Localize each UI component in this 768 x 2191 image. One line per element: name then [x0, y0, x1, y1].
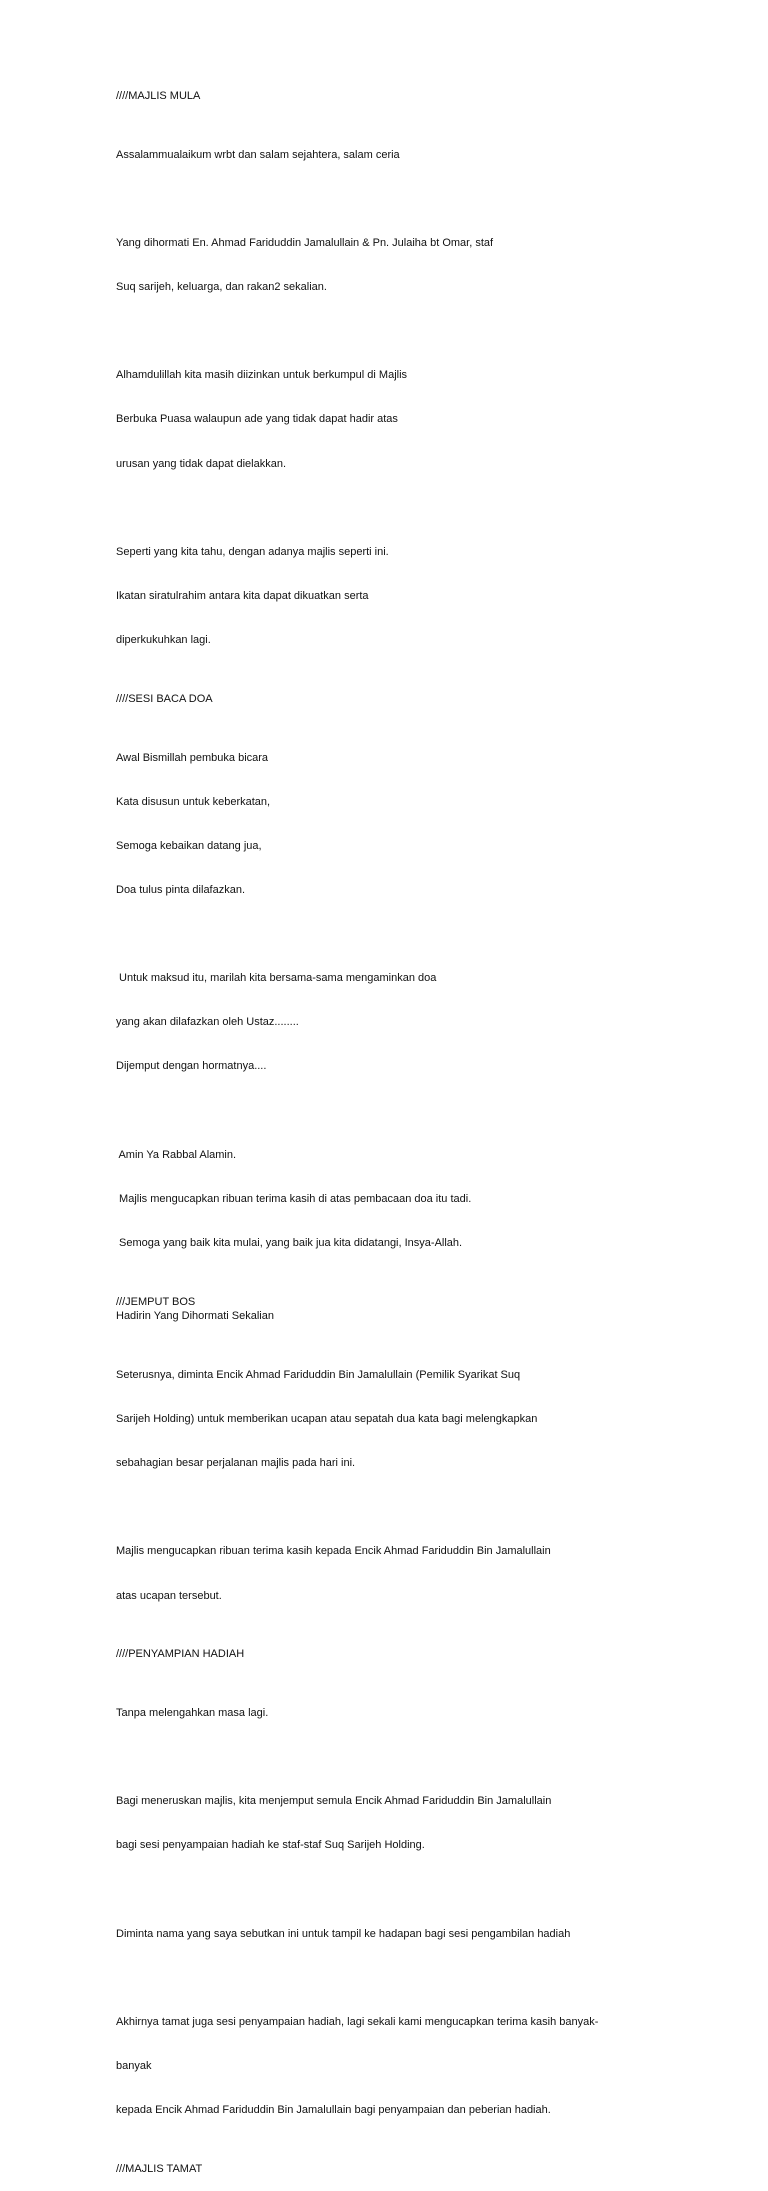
text-line: Dijemput dengan hormatnya.... — [116, 1060, 267, 1073]
text-line: kepada Encik Ahmad Fariduddin Bin Jamalullain bagi penyampaian dan peberian hadiah. — [116, 2104, 551, 2117]
paragraph — [116, 515, 656, 677]
section-heading: ///MAJLIS TAMAT — [116, 2162, 203, 2175]
text-line: Semoga kebaikan datang jua, — [116, 839, 262, 852]
section-heading: ///JEMPUT BOS — [116, 1295, 196, 1308]
text-line: Diminta nama yang saya sebutkan ini untuk tampil ke hadapan bagi sesi pengambilan hadiah — [116, 1927, 571, 1940]
text-line: diperkukuhkan lagi. — [116, 633, 211, 646]
text-line: Seperti yang kita tahu, dengan adanya majlis seperti ini. — [116, 545, 389, 558]
paragraph — [116, 339, 656, 501]
text-line: Bagi meneruskan majlis, kita menjemput semula Encik Ahmad Fariduddin Bin Jamalullain — [116, 1795, 552, 1808]
section-heading: ////SESI BACA DOA — [116, 692, 213, 705]
paragraph — [116, 1985, 656, 2147]
paragraph — [116, 942, 656, 1104]
text-line: Ikatan siratulrahim antara kita dapat dikuatkan serta — [116, 589, 369, 602]
paragraph — [116, 1897, 656, 1971]
text-line: Alhamdulillah kita masih diizinkan untuk berkumpul di Majlis — [116, 369, 408, 382]
section-penyampian-hadiah — [116, 1647, 656, 2147]
text-line: Yang dihormati En. Ahmad Fariduddin Jamalullain & Pn. Julaiha bt Omar, staf — [116, 237, 494, 249]
section-jemput-bos — [116, 1295, 656, 1633]
paragraph — [116, 1339, 656, 1501]
text-line: Suq sarijeh, keluarga, dan rakan2 sekalian. — [116, 281, 327, 294]
text-line: atas ucapan tersebut. — [116, 1589, 222, 1602]
paragraph — [116, 1118, 656, 1280]
section-heading: ////PENYAMPIAN HADIAH — [116, 1648, 245, 1661]
section-majlis-mula — [116, 89, 656, 677]
text-line: Majlis mengucapkan ribuan terima kasih kepada Encik Ahmad Fariduddin Bin Jamalullain — [116, 1545, 551, 1558]
text-line: Sarijeh Holding) untuk memberikan ucapan atau sepatah dua kata bagi melengkapkan — [116, 1413, 538, 1426]
paragraph — [116, 721, 656, 927]
section-heading: ////MAJLIS MULA — [116, 90, 201, 102]
text-line: Amin Ya Rabbal Alamin. — [116, 1148, 237, 1161]
text-line: Tanpa melengahkan masa lagi. — [116, 1707, 269, 1720]
text-line: Untuk maksud itu, marilah kita bersama-sama mengaminkan doa — [116, 972, 437, 985]
section-subheading: Hadirin Yang Dihormati Sekalian — [116, 1310, 274, 1323]
text-line: Assalammualaikum wrbt dan salam sejahtera, salam ceria — [116, 148, 400, 161]
paragraph — [116, 1515, 656, 1633]
section-majlis-tamat — [116, 2162, 656, 2177]
text-line: Awal Bismillah pembuka bicara — [116, 751, 269, 764]
paragraph — [116, 1765, 656, 1883]
text-line: urusan yang tidak dapat dielakkan. — [116, 457, 287, 470]
paragraph — [116, 1677, 656, 1751]
text-line: Seterusnya, diminta Encik Ahmad Fariduddin Bin Jamalullain (Pemilik Syarikat Suq — [116, 1369, 521, 1382]
text-line: sebahagian besar perjalanan majlis pada hari ini. — [116, 1457, 356, 1470]
text-line: Kata disusun untuk keberkatan, — [116, 795, 271, 808]
section-sesi-baca-doa — [116, 692, 656, 1280]
text-line: Berbuka Puasa walaupun ade yang tidak dapat hadir atas — [116, 413, 398, 426]
text-line: Majlis mengucapkan ribuan terima kasih di atas pembacaan doa itu tadi. — [116, 1192, 472, 1205]
document-body — [116, 89, 656, 2191]
paragraph — [116, 118, 656, 192]
text-line: yang akan dilafazkan oleh Ustaz........ — [116, 1016, 299, 1029]
text-line: Semoga yang baik kita mulai, yang baik jua kita didatangi, Insya-Allah. — [116, 1236, 463, 1249]
paragraph — [116, 207, 656, 325]
text-line: Doa tulus pinta dilafazkan. — [116, 883, 246, 896]
text-line: banyak — [116, 2059, 152, 2072]
text-line: Akhirnya tamat juga sesi penyampaian hadiah, lagi sekali kami mengucapkan terima kasih banyak- — [116, 2015, 599, 2028]
text-line: bagi sesi penyampaian hadiah ke staf-staf Suq Sarijeh Holding. — [116, 1839, 425, 1852]
